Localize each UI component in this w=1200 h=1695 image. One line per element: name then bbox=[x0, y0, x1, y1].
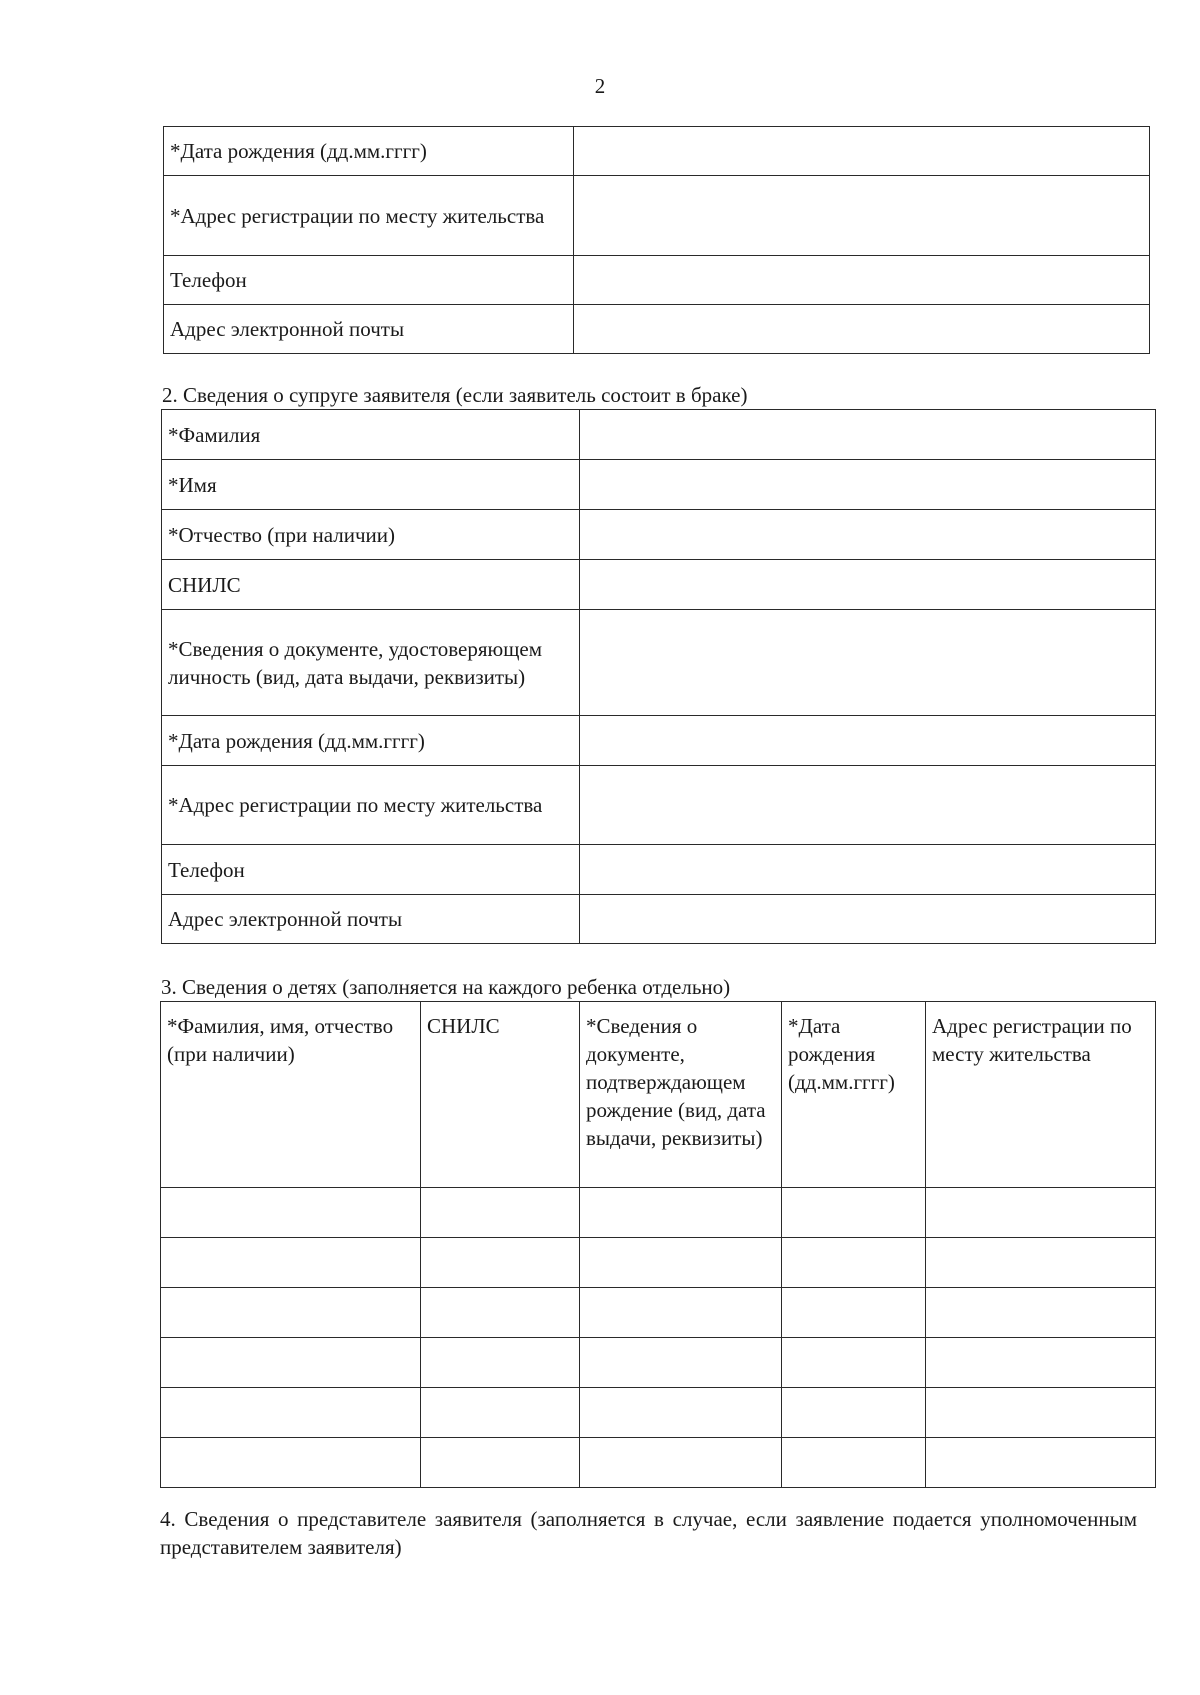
field-label: *Сведения о документе, удостоверяющем личность (вид, дата выдачи, реквизиты) bbox=[162, 610, 580, 716]
table-row bbox=[162, 460, 1156, 510]
table-row bbox=[162, 766, 1156, 845]
table-cell[interactable] bbox=[580, 1338, 782, 1388]
section-2-heading: 2. Сведения о супруге заявителя (если заявитель состоит в браке) bbox=[162, 383, 748, 407]
section-4-heading: 4. Сведения о представителе заявителя (заполняется в случае, если заявление подается уполномоченным представителем заявителя) bbox=[160, 1507, 1137, 1559]
field-label: *Адрес регистрации по месту жительства bbox=[162, 766, 580, 845]
table-row bbox=[162, 716, 1156, 766]
column-header-birth-date: *Дата рождения (дд.мм.гггг) bbox=[782, 1002, 926, 1188]
table-cell[interactable] bbox=[926, 1338, 1156, 1388]
table-cell[interactable] bbox=[926, 1388, 1156, 1438]
table-cell[interactable] bbox=[782, 1188, 926, 1238]
table-cell[interactable] bbox=[161, 1238, 421, 1288]
field-label: *Дата рождения (дд.мм.гггг) bbox=[164, 127, 574, 176]
field-label: *Имя bbox=[162, 460, 580, 510]
table-row bbox=[161, 1288, 1156, 1338]
field-value-identity-document[interactable] bbox=[580, 610, 1156, 716]
table-cell[interactable] bbox=[580, 1388, 782, 1438]
table-cell[interactable] bbox=[421, 1288, 580, 1338]
table-cell[interactable] bbox=[421, 1338, 580, 1388]
field-value-birth-date[interactable] bbox=[580, 716, 1156, 766]
table-cell[interactable] bbox=[580, 1188, 782, 1238]
table-cell[interactable] bbox=[161, 1188, 421, 1238]
table-cell[interactable] bbox=[782, 1338, 926, 1388]
children-table bbox=[160, 1001, 1156, 1488]
table-row bbox=[162, 895, 1156, 944]
table-header-row bbox=[161, 1002, 1156, 1188]
spouse-table bbox=[161, 409, 1156, 944]
table-cell[interactable] bbox=[421, 1438, 580, 1488]
field-label: *Дата рождения (дд.мм.гггг) bbox=[162, 716, 580, 766]
table-cell[interactable] bbox=[782, 1238, 926, 1288]
table-cell[interactable] bbox=[580, 1288, 782, 1338]
applicant-continuation-table bbox=[163, 126, 1150, 354]
column-header-registration-address: Адрес регистрации по месту жительства bbox=[926, 1002, 1156, 1188]
table-row bbox=[161, 1438, 1156, 1488]
field-value-phone[interactable] bbox=[580, 845, 1156, 895]
table-cell[interactable] bbox=[782, 1438, 926, 1488]
table-cell[interactable] bbox=[161, 1388, 421, 1438]
table-cell[interactable] bbox=[926, 1188, 1156, 1238]
table-cell[interactable] bbox=[161, 1288, 421, 1338]
table-cell[interactable] bbox=[926, 1238, 1156, 1288]
field-label: *Адрес регистрации по месту жительства bbox=[164, 176, 574, 256]
table-row bbox=[164, 305, 1150, 354]
field-value-registration-address[interactable] bbox=[580, 766, 1156, 845]
section-3-heading: 3. Сведения о детях (заполняется на каждого ребенка отдельно) bbox=[161, 975, 731, 999]
field-value-phone[interactable] bbox=[574, 256, 1150, 305]
table-row bbox=[161, 1188, 1156, 1238]
field-value-email[interactable] bbox=[580, 895, 1156, 944]
table-cell[interactable] bbox=[161, 1338, 421, 1388]
table-row bbox=[162, 510, 1156, 560]
table-row bbox=[161, 1388, 1156, 1438]
table-cell[interactable] bbox=[580, 1438, 782, 1488]
field-label: *Отчество (при наличии) bbox=[162, 510, 580, 560]
table-row bbox=[162, 845, 1156, 895]
field-label: Адрес электронной почты bbox=[164, 305, 574, 354]
field-label: Телефон bbox=[162, 845, 580, 895]
page-number: 2 bbox=[594, 74, 606, 98]
table-cell[interactable] bbox=[782, 1388, 926, 1438]
table-cell[interactable] bbox=[421, 1238, 580, 1288]
table-cell[interactable] bbox=[421, 1188, 580, 1238]
table-row bbox=[162, 410, 1156, 460]
column-header-full-name: *Фамилия, имя, отчество (при наличии) bbox=[161, 1002, 421, 1188]
field-value-birth-date[interactable] bbox=[574, 127, 1150, 176]
field-value-snils[interactable] bbox=[580, 560, 1156, 610]
table-row bbox=[164, 256, 1150, 305]
field-label: Телефон bbox=[164, 256, 574, 305]
table-cell[interactable] bbox=[926, 1288, 1156, 1338]
field-label: Адрес электронной почты bbox=[162, 895, 580, 944]
table-row bbox=[162, 610, 1156, 716]
field-label: СНИЛС bbox=[162, 560, 580, 610]
table-row bbox=[161, 1338, 1156, 1388]
table-cell[interactable] bbox=[580, 1238, 782, 1288]
field-value-patronymic[interactable] bbox=[580, 510, 1156, 560]
table-cell[interactable] bbox=[421, 1388, 580, 1438]
field-value-surname[interactable] bbox=[580, 410, 1156, 460]
table-row bbox=[164, 127, 1150, 176]
table-cell[interactable] bbox=[926, 1438, 1156, 1488]
field-label: *Фамилия bbox=[162, 410, 580, 460]
field-value-email[interactable] bbox=[574, 305, 1150, 354]
field-value-registration-address[interactable] bbox=[574, 176, 1150, 256]
table-cell[interactable] bbox=[161, 1438, 421, 1488]
column-header-birth-document: *Сведения о документе, подтверждающем рождение (вид, дата выдачи, реквизиты) bbox=[580, 1002, 782, 1188]
column-header-snils: СНИЛС bbox=[421, 1002, 580, 1188]
table-row bbox=[164, 176, 1150, 256]
field-value-name[interactable] bbox=[580, 460, 1156, 510]
table-cell[interactable] bbox=[782, 1288, 926, 1338]
table-row bbox=[161, 1238, 1156, 1288]
table-row bbox=[162, 560, 1156, 610]
